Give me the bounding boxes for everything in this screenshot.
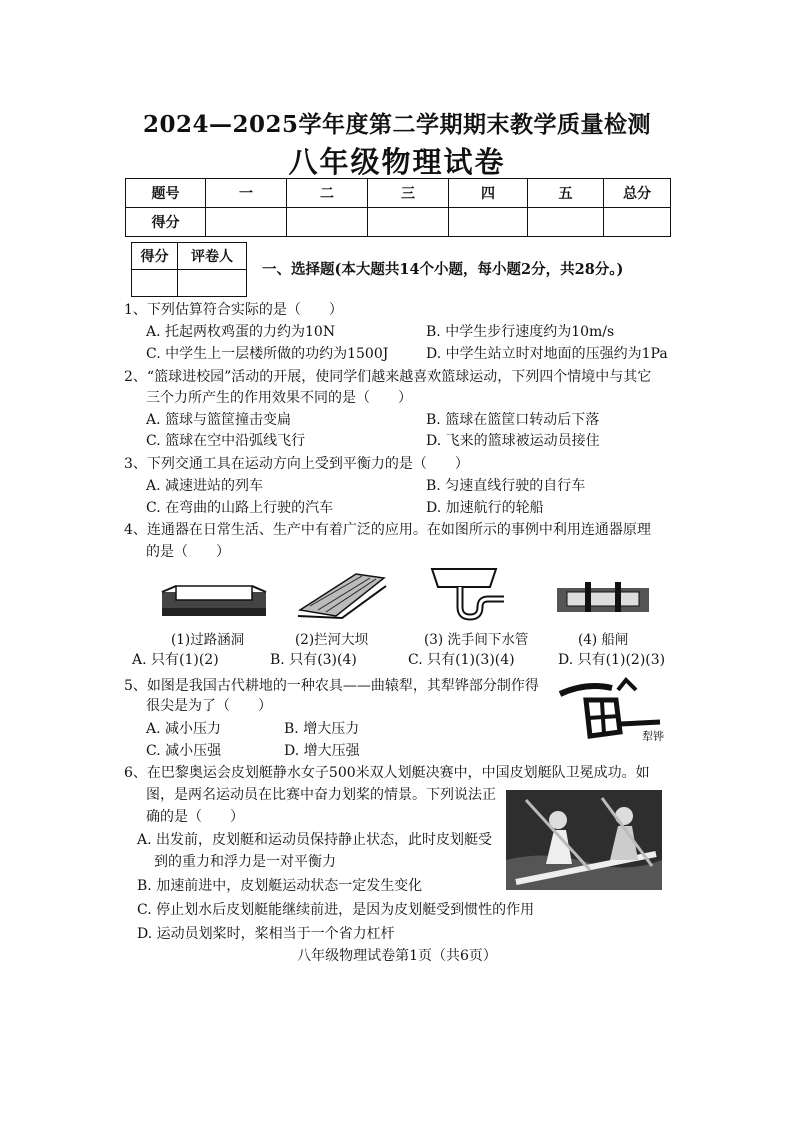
dam-figure <box>296 566 388 622</box>
score-cell: 二 <box>287 179 368 208</box>
option: D. 增大压强 <box>284 743 360 759</box>
grader-blank[interactable] <box>132 270 178 297</box>
score-cell: 总分 <box>604 179 671 208</box>
grader-label: 评卷人 <box>178 243 247 270</box>
option: C. 减小压强 <box>146 743 222 759</box>
figure-caption: (4) 船闸 <box>578 632 629 648</box>
option: A. 减小压力 <box>146 721 222 737</box>
question-stem: 的是（ ） <box>146 544 230 560</box>
drain-pipe-figure <box>430 563 510 623</box>
option: D. 运动员划桨时，桨相当于一个省力杠杆 <box>137 926 395 942</box>
page-footer: 八年级物理试卷第1页（共6页） <box>297 948 497 964</box>
question-stem: 1、下列估算符合实际的是（ ） <box>124 302 343 318</box>
score-cell: 四 <box>449 179 528 208</box>
score-table-header-row <box>126 179 671 208</box>
figure-caption: (3) 洗手间下水管 <box>424 632 529 648</box>
question-stem: 三个力所产生的作用效果不同的是（ ） <box>146 390 412 406</box>
question-stem: 图，是两名运动员在比赛中奋力划桨的情景。下列说法正 <box>146 787 496 803</box>
exam-title: 2024—2025学年度第二学期期末教学质量检测 <box>142 111 652 138</box>
option: B. 只有(3)(4) <box>270 652 357 668</box>
question-stem: 4、连通器在日常生活、生产中有着广泛的应用。在如图所示的事例中利用连通器原理 <box>124 522 651 538</box>
score-blank[interactable] <box>528 208 604 237</box>
question-stem: 很尖是为了（ ） <box>146 698 272 714</box>
option: A. 托起两枚鸡蛋的力约为10N <box>146 324 336 340</box>
ship-lock-figure <box>555 578 651 622</box>
option: A. 只有(1)(2) <box>132 652 219 668</box>
score-cell: 一 <box>206 179 287 208</box>
score-cell: 三 <box>368 179 449 208</box>
question-stem: 3、下列交通工具在运动方向上受到平衡力的是（ ） <box>124 456 469 472</box>
grader-label: 得分 <box>132 243 178 270</box>
plow-share-label: 犁铧 <box>642 730 664 743</box>
option: B. 增大压力 <box>284 721 360 737</box>
score-blank[interactable] <box>449 208 528 237</box>
option: D. 中学生站立时对地面的压强约为1Pa <box>426 346 668 362</box>
score-cell: 五 <box>528 179 604 208</box>
option: B. 篮球在篮筐口转动后下落 <box>426 412 600 428</box>
option: C. 篮球在空中沿弧线飞行 <box>146 433 306 449</box>
score-blank[interactable] <box>206 208 287 237</box>
option: D. 加速航行的轮船 <box>426 500 544 516</box>
option: C. 只有(1)(3)(4) <box>408 652 515 668</box>
option: B. 中学生步行速度约为10m/s <box>426 324 615 340</box>
exam-subtitle: 八年级物理试卷 <box>288 145 506 179</box>
score-blank[interactable] <box>604 208 671 237</box>
score-table <box>125 178 671 237</box>
option: A. 减速进站的列车 <box>146 478 264 494</box>
option: A. 出发前，皮划艇和运动员保持静止状态，此时皮划艇受 <box>137 832 493 848</box>
score-blank[interactable] <box>368 208 449 237</box>
canoe-photo <box>506 790 662 890</box>
question-stem: 2、“篮球进校园”活动的开展，使同学们越来越喜欢篮球运动，下列四个情境中与其它 <box>124 369 652 385</box>
option: C. 中学生上一层楼所做的功约为1500J <box>146 346 389 362</box>
option: B. 加速前进中，皮划艇运动状态一定发生变化 <box>137 878 423 894</box>
question-stem: 6、在巴黎奥运会皮划艇静水女子500米双人划艇决赛中，中国皮划艇队卫冕成功。如 <box>124 765 650 781</box>
section-title: 一、选择题(本大题共14个小题，每小题2分，共28分。) <box>262 261 624 278</box>
score-blank[interactable] <box>287 208 368 237</box>
grader-table <box>131 242 247 297</box>
option: B. 匀速直线行驶的自行车 <box>426 478 586 494</box>
score-cell: 得分 <box>126 208 206 237</box>
figure-caption: (1)过路涵洞 <box>171 632 245 648</box>
score-cell: 题号 <box>126 179 206 208</box>
culvert-figure <box>160 578 268 620</box>
option: D. 飞来的篮球被运动员接住 <box>426 433 600 449</box>
option: C. 在弯曲的山路上行驶的汽车 <box>146 500 334 516</box>
option: A. 篮球与篮筐撞击变扁 <box>146 412 292 428</box>
question-stem: 确的是（ ） <box>146 809 244 825</box>
option: D. 只有(1)(2)(3) <box>558 652 666 668</box>
grader-blank[interactable] <box>178 270 247 297</box>
score-table-score-row <box>126 208 671 237</box>
option: C. 停止划水后皮划艇能继续前进，是因为皮划艇受到惯性的作用 <box>137 902 535 918</box>
question-stem: 5、如图是我国古代耕地的一种农具——曲辕犁，其犁铧部分制作得 <box>124 678 539 694</box>
option-continuation: 到的重力和浮力是一对平衡力 <box>154 854 336 870</box>
figure-caption: (2)拦河大坝 <box>295 632 369 648</box>
